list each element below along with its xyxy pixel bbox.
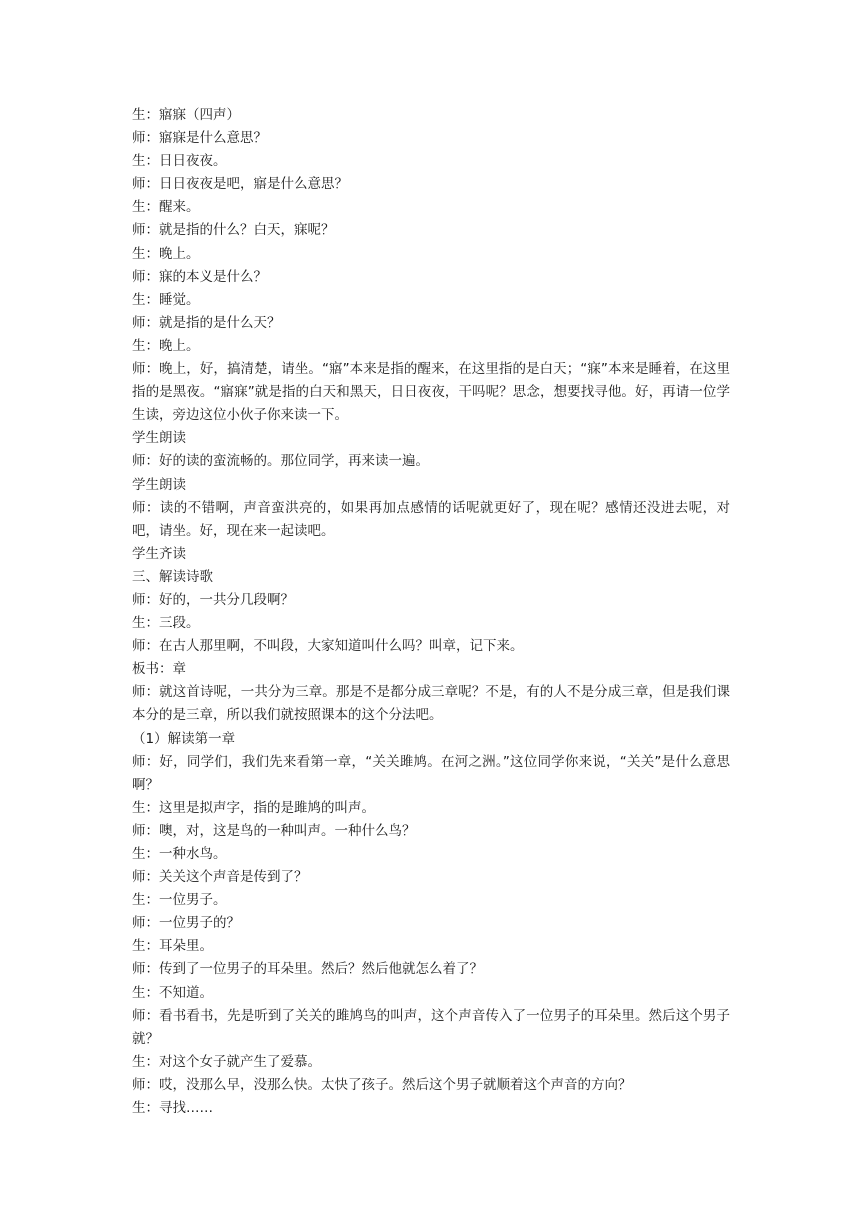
text-line: 师：一位男子的？: [132, 915, 240, 932]
text-line: 学生朗读: [132, 430, 186, 447]
text-line: 师：在古人那里啊，不叫段，大家知道叫什么吗？叫章，记下来。: [132, 638, 524, 655]
text-line: 师：就是指的是什么天？: [132, 314, 281, 331]
text-line: 学生齐读: [132, 545, 186, 562]
text-line: 生：醒来。: [132, 199, 200, 216]
text-line: 师：寐的本义是什么？: [132, 268, 267, 285]
text-line: 生：晚上。: [132, 245, 200, 262]
text-line: 师：传到了一位男子的耳朵里。然后？然后他就怎么着了？: [132, 961, 483, 978]
text-line: 师：好的，一共分几段啊？: [132, 591, 294, 608]
text-line: 师：寤寐是什么意思？: [132, 130, 267, 147]
text-line: 师：关关这个声音是传到了？: [132, 869, 308, 886]
text-line: 生：对这个女子就产生了爱慕。: [132, 1053, 321, 1070]
text-line: 师：读的不错啊，声音蛮洪亮的，如果再加点感情的话呢就更好了，现在呢？感情还没进去呢，对吧，请坐。好，现在来一起读吧。: [132, 499, 730, 539]
text-line: 师：好的读的蛮流畅的。那位同学，再来读一遍。: [132, 453, 429, 470]
text-line: 师：晚上，好，搞清楚，请坐。“寤”本来是指的醒来，在这里指的是白天；“寐”本来是睡着，在这里指的是黑夜。“寤寐”就是指的白天和黑天，日日夜夜，干吗呢？思念，想要找寻他。好，再请一位学生读，旁边这位小伙子你来读一下。: [132, 361, 730, 424]
text-line: 生：寤寐（四声）: [132, 107, 240, 123]
text-line: 生：不知道。: [132, 984, 213, 1001]
section-heading: 三、解读诗歌: [132, 568, 213, 585]
text-line: 生：一位男子。: [132, 892, 227, 909]
text-line: 师：就这首诗呢，一共分为三章。那是不是都分成三章呢？不是，有的人不是分成三章，但是我们课本分的是三章，所以我们就按照课本的这个分法吧。: [132, 684, 730, 724]
text-line: 师：日日夜夜是吧，寤是什么意思？: [132, 176, 348, 193]
text-line: 师：看书看书，先是听到了关关的雎鸠鸟的叫声，这个声音传入了一位男子的耳朵里。然后这个男子就？: [132, 1007, 730, 1047]
subsection-heading: （1）解读第一章: [132, 730, 236, 747]
text-line: 板书：章: [132, 661, 186, 678]
text-line: 师：好，同学们，我们先来看第一章，“关关雎鸠。在河之洲。”这位同学你来说，“关关”是什么意思啊？: [132, 753, 730, 793]
text-line: 生：日日夜夜。: [132, 153, 227, 170]
text-line: 学生朗读: [132, 476, 186, 493]
text-line: 生：寻找……: [132, 1100, 213, 1117]
text-line: 生：睡觉。: [132, 291, 200, 308]
document-page: [132, 104, 730, 1120]
text-line: 生：三段。: [132, 615, 200, 632]
text-line: 生：耳朵里。: [132, 938, 213, 955]
text-line: 师：噢，对，这是鸟的一种叫声。一种什么鸟？: [132, 822, 416, 839]
text-line: 生：这里是拟声字，指的是雎鸠的叫声。: [132, 799, 375, 816]
text-line: 生：晚上。: [132, 337, 200, 354]
text-line: 生：一种水鸟。: [132, 846, 227, 862]
text-line: 师：就是指的什么？白天，寐呢？: [132, 222, 335, 239]
text-line: 师：哎，没那么早，没那么快。太快了孩子。然后这个男子就顺着这个声音的方向？: [132, 1076, 632, 1093]
